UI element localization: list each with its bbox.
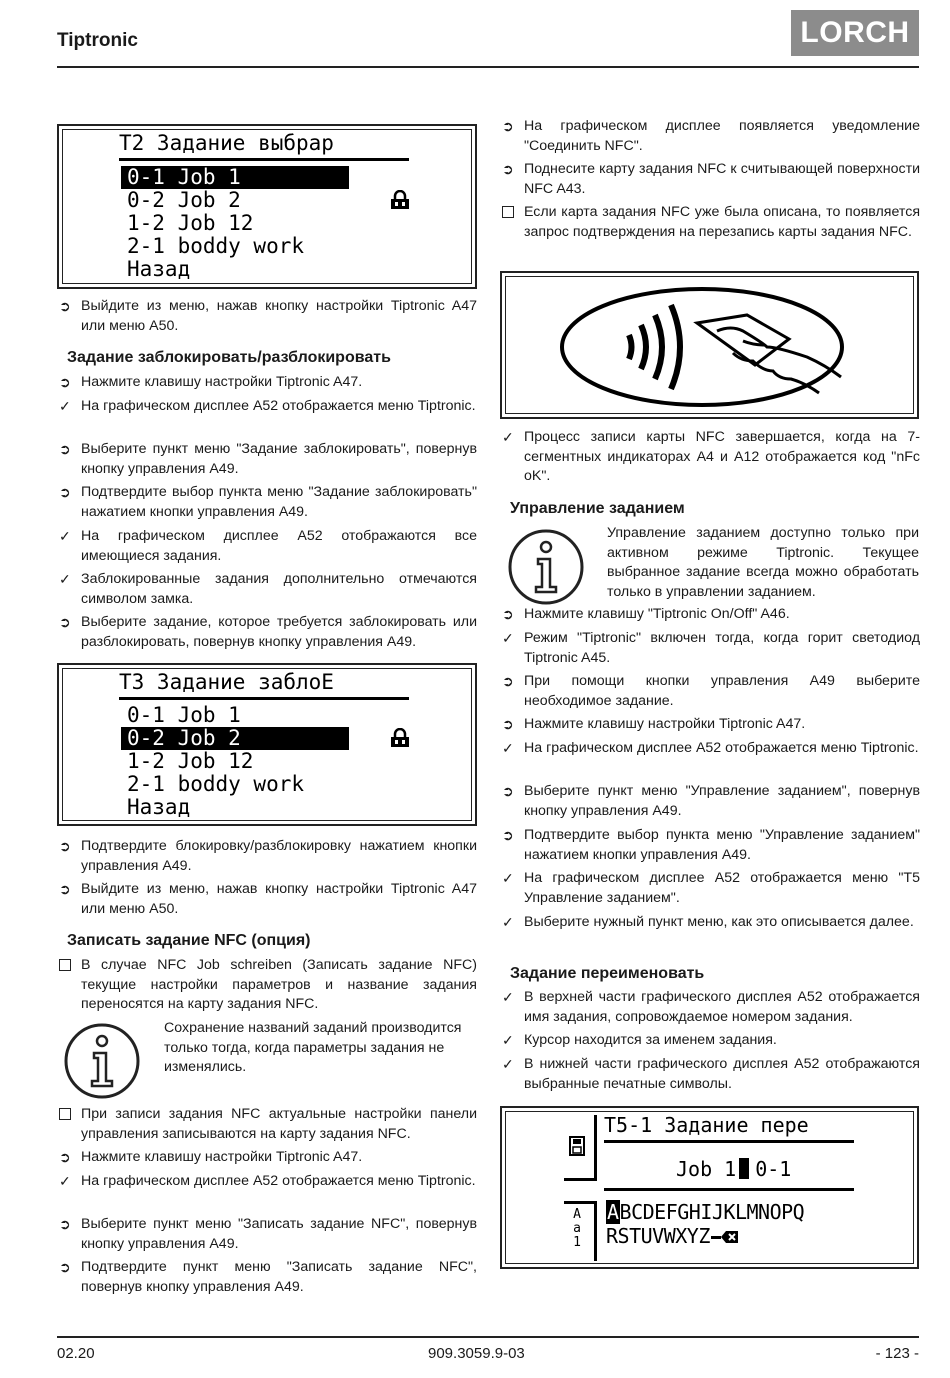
lcd-row: 0-2 Job 2 — [127, 188, 241, 212]
check-icon: ✓ — [502, 630, 514, 646]
backspace-icon[interactable] — [721, 1230, 739, 1244]
item-text: В нижней части графического дисплея A52 отображаются выбранные печатные символы. — [524, 1056, 920, 1092]
check-icon: ✓ — [502, 429, 514, 445]
arrow-icon: ➲ — [59, 374, 71, 390]
lcd-job-lock — [57, 663, 477, 826]
header-divider — [57, 66, 919, 68]
check-icon: ✓ — [59, 528, 71, 544]
page-number: - 123 - — [875, 1345, 919, 1362]
item-text: Режим "Tiptronic" включен тогда, когда горит светодиод Tiptronic A45. — [524, 630, 920, 666]
list-item — [57, 837, 477, 876]
check-icon: ✓ — [502, 914, 514, 930]
char-row-1 — [606, 1200, 804, 1224]
arrow-icon: ➲ — [502, 716, 514, 732]
check-icon: ✓ — [59, 398, 71, 414]
heading-nfc: Записать задание NFC (опция) — [67, 932, 311, 949]
item-text: Нажмите клавишу настройки Tiptronic A47. — [81, 374, 363, 390]
item-text: На графическом дисплее появляется уведомление "Соединить NFC". — [524, 118, 920, 154]
list-item — [500, 203, 920, 242]
lock-icon — [389, 190, 411, 210]
lcd-title-divider — [119, 158, 409, 161]
item-text: Курсор находится за именем задания. — [524, 1032, 777, 1048]
arrow-icon: ➲ — [502, 161, 514, 177]
lorch-logo: LORCH — [791, 10, 919, 56]
char-set[interactable]: RSTUVWXYZ — [606, 1224, 710, 1248]
list-item — [500, 913, 920, 933]
list-item — [57, 1258, 477, 1297]
lcd-row: 0-1 Job 1 — [121, 166, 349, 189]
arrow-icon: ➲ — [59, 484, 71, 500]
item-text: Выберите пункт меню "Управление заданием", повернув кнопку управления A49. — [524, 783, 920, 819]
item-text: Выберите задание, которое требуется заблокировать или разблокировать, повернув кнопку управления A49. — [81, 614, 477, 650]
item-text: Если карта задания NFC уже была описана, то появляется запрос подтверждения на перезапись карты задания NFC. — [524, 204, 920, 240]
info-icon — [506, 527, 586, 607]
item-text: Подтвердите блокировку/разблокировку нажатием кнопки управления A49. — [81, 838, 477, 874]
lcd-row: 0-1 Job 1 — [127, 703, 241, 727]
lcd-title-divider — [119, 697, 409, 700]
item-text: При записи задания NFC актуальные настройки панели управления записываются на карту задания NFC. — [81, 1106, 477, 1142]
list-item — [500, 672, 920, 711]
item-text: В случае NFC Job schreiben (Записать задание NFC) текущие настройки параметров и название задания переносятся на карту задания NFC. — [81, 957, 477, 1013]
checkbox-icon — [502, 206, 514, 218]
check-icon: ✓ — [502, 740, 514, 756]
heading-lock: Задание заблокировать/разблокировать — [67, 349, 391, 366]
dash-char — [711, 1236, 721, 1239]
lcd-row: 1-2 Job 12 — [127, 749, 254, 773]
arrow-icon: ➲ — [59, 1216, 71, 1232]
list-item — [500, 782, 920, 821]
list-item — [57, 1215, 477, 1254]
lcd-corner-divider — [564, 1201, 597, 1204]
footer-divider — [57, 1336, 919, 1338]
list-item — [500, 605, 920, 625]
list-item — [500, 715, 920, 735]
lcd-title: T2 Задание выбрар — [119, 131, 334, 155]
lcd-job-select — [57, 124, 477, 289]
list-item — [500, 629, 920, 668]
list-item — [57, 1148, 477, 1168]
lcd-row: 1-2 Job 12 — [127, 211, 254, 235]
section-title: Tiptronic — [57, 30, 138, 51]
item-text: На графическом дисплее A52 отображается меню "T5 Управление заданием". — [524, 870, 920, 906]
selected-char[interactable]: A — [607, 1200, 619, 1224]
arrow-icon: ➲ — [59, 1259, 71, 1275]
footer-date: 02.20 — [57, 1345, 95, 1362]
lcd-row: 2-1 boddy work — [127, 772, 305, 796]
list-item — [500, 739, 920, 759]
item-text: Нажмите клавишу "Tiptronic On/Off" A46. — [524, 606, 790, 622]
arrow-icon: ➲ — [502, 118, 514, 134]
item-text: Подтвердите выбор пункта меню "Задание заблокировать" нажатием кнопки управления A49. — [81, 484, 477, 520]
lcd-row: 0-2 Job 2 — [121, 727, 349, 750]
info-note: Сохранение названий заданий производится только тогда, когда параметры задания не изменялись. — [164, 1020, 462, 1076]
arrow-icon: ➲ — [59, 838, 71, 854]
info-note: Управление заданием доступно только при активном режиме Tiptronic. Текущее выбранное задание всегда можно обработать только в управлении заданием. — [607, 525, 919, 600]
lcd-nfc-connect — [500, 271, 919, 419]
check-icon: ✓ — [502, 1056, 514, 1072]
charset-label: A a 1 — [573, 1207, 581, 1250]
item-text: Выберите пункт меню "Записать задание NFC", повернув кнопку управления A49. — [81, 1216, 477, 1252]
list-item — [57, 570, 477, 609]
heading-manage: Управление заданием — [510, 500, 685, 517]
item-text: Подтвердите пункт меню "Записать задание NFC", повернув кнопку управления A49. — [81, 1259, 477, 1295]
item-text: При помощи кнопки управления A49 выберите необходимое задание. — [524, 673, 920, 709]
list-item — [500, 160, 920, 199]
list-item — [57, 297, 477, 336]
list-item — [57, 1172, 477, 1192]
footer-doc-number: 909.3059.9-03 — [428, 1345, 525, 1362]
list-item — [500, 869, 920, 908]
item-text: На графическом дисплее A52 отображается меню Tiptronic. — [524, 740, 919, 756]
item-text: На графическом дисплее A52 отображается меню Tiptronic. — [81, 1173, 476, 1189]
list-item — [500, 1031, 920, 1051]
page-header — [57, 0, 919, 70]
arrow-icon: ➲ — [59, 1149, 71, 1165]
item-text: Выберите пункт меню "Задание заблокировать", повернув кнопку управления A49. — [81, 441, 477, 477]
lcd-corner-divider — [564, 1178, 597, 1181]
item-text: Подтвердите выбор пункта меню "Управление заданием" нажатием кнопки управления A49. — [524, 827, 920, 863]
lcd-title-divider — [604, 1140, 854, 1143]
item-text: Поднесите карту задания NFC к считывающей поверхности NFC A43. — [524, 161, 920, 197]
char-row-2 — [606, 1224, 739, 1248]
heading-rename: Задание переименовать — [510, 965, 705, 982]
list-item — [500, 1055, 920, 1094]
list-item — [500, 117, 920, 156]
lcd-job-rename — [500, 1106, 919, 1269]
item-text: В верхней части графического дисплея A52 отображается имя задания, сопровождаемое номером задания. — [524, 989, 920, 1025]
list-item — [500, 988, 920, 1027]
arrow-icon: ➲ — [59, 298, 71, 314]
list-item — [500, 428, 920, 487]
job-name: Job 1 — [676, 1157, 737, 1181]
check-icon: ✓ — [502, 870, 514, 886]
list-item — [500, 826, 920, 865]
item-text: Нажмите клавишу настройки Tiptronic A47. — [81, 1149, 363, 1165]
item-text: Выйдите из меню, нажав кнопку настройки Tiptronic A47 или меню A50. — [81, 881, 477, 917]
nfc-card-icon — [557, 283, 857, 411]
arrow-icon: ➲ — [502, 783, 514, 799]
item-text: Выберите нужный пункт меню, как это описывается далее. — [524, 914, 914, 930]
list-item — [57, 613, 477, 652]
item-text: На графическом дисплее A52 отображаются все имеющиеся задания. — [81, 528, 477, 564]
text-cursor — [739, 1158, 749, 1179]
arrow-icon: ➲ — [59, 881, 71, 897]
check-icon: ✓ — [59, 571, 71, 587]
arrow-icon: ➲ — [59, 614, 71, 630]
list-item — [57, 956, 477, 1015]
lcd-row: Назад — [127, 257, 191, 281]
arrow-icon: ➲ — [502, 827, 514, 843]
item-text: Процесс записи карты NFC завершается, когда на 7-сегментных индикаторах A4 и A12 отображается код "nFc oK". — [524, 429, 920, 485]
check-icon: ✓ — [502, 989, 514, 1005]
list-item — [57, 880, 477, 919]
item-text: Заблокированные задания дополнительно отмечаются символом замка. — [81, 571, 477, 607]
lcd-vertical-divider — [594, 1115, 597, 1180]
lcd-divider — [604, 1188, 854, 1191]
list-item — [57, 440, 477, 479]
list-item — [57, 1105, 477, 1144]
checkbox-icon — [59, 1108, 71, 1120]
lock-icon — [389, 728, 411, 748]
item-text: На графическом дисплее A52 отображается меню Tiptronic. — [81, 398, 476, 414]
lcd-vertical-divider — [594, 1203, 597, 1261]
lcd-title: T5-1 Задание пере — [604, 1113, 809, 1137]
info-icon — [62, 1021, 142, 1101]
arrow-icon: ➲ — [502, 606, 514, 622]
lcd-title: T3 Задание заблоЕ — [119, 670, 334, 694]
char-set[interactable]: BCDEFGHIJKLMNOPQ — [619, 1200, 805, 1224]
check-icon: ✓ — [502, 1032, 514, 1048]
list-item — [57, 483, 477, 522]
list-item — [57, 397, 477, 417]
lcd-row: Назад — [127, 795, 191, 819]
item-text: Нажмите клавишу настройки Tiptronic A47. — [524, 716, 806, 732]
item-text: Выйдите из меню, нажав кнопку настройки Tiptronic A47 или меню A50. — [81, 298, 477, 334]
save-icon — [569, 1136, 585, 1156]
arrow-icon: ➲ — [59, 441, 71, 457]
list-item — [57, 373, 477, 393]
check-icon: ✓ — [59, 1173, 71, 1189]
job-name-line — [676, 1156, 791, 1182]
arrow-icon: ➲ — [502, 673, 514, 689]
job-number: 0-1 — [755, 1157, 792, 1181]
list-item — [57, 527, 477, 566]
checkbox-icon — [59, 959, 71, 971]
lcd-row: 2-1 boddy work — [127, 234, 305, 258]
